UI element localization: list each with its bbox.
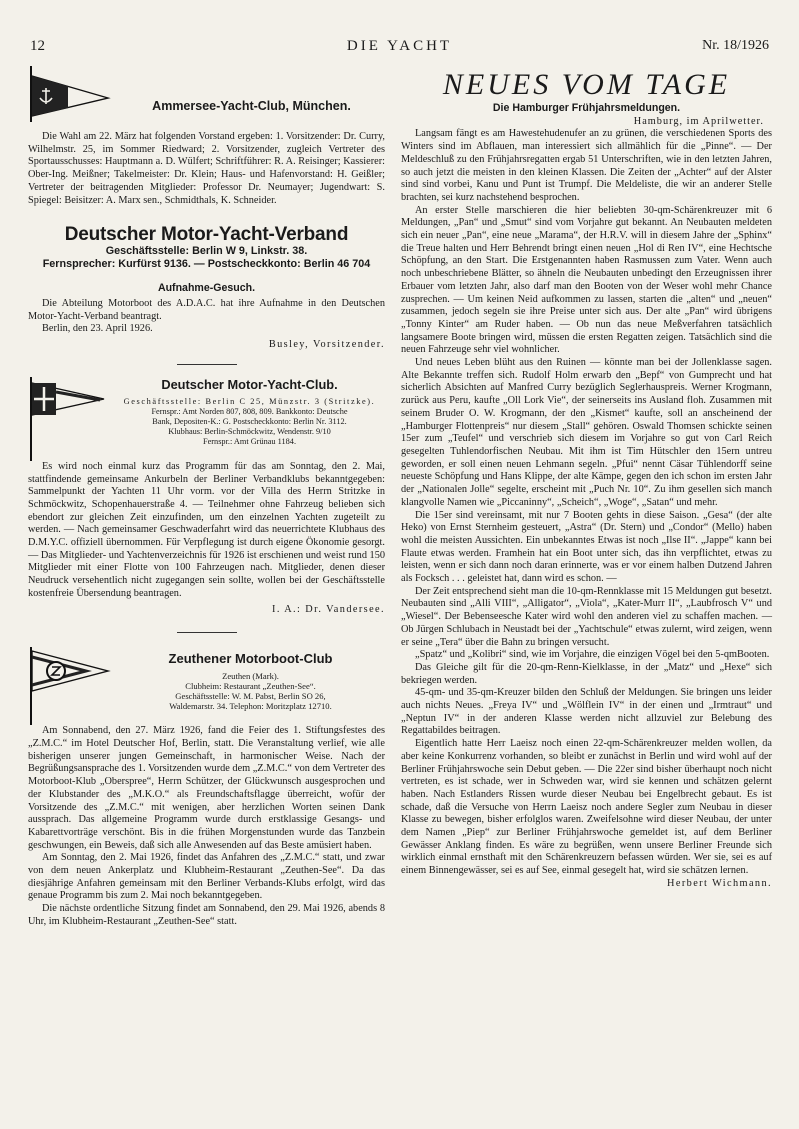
article-paragraph: Und neues Leben blüht aus den Ruinen — könnte man bei der Jollenklasse sagen. Alte Bekannte treffen sich. Rudolf Holm erwarb den „Bepf“ von Gumprecht und hat sicherlich Absichten auf Manfred Curry bezüglich Seglerhauspreis. Werner Krogmann, zurück aus Peru, kaufte „Oll Lork Vie“, der seinerseits ins Ausland floh. Zusammen mit seinem Bruder O. W. Krogmann, der den „Kismet“ kaufte, soll an anscheinend der „Hamburger Flottenpreis“ nur diesem „Stall“ gehören. Oswald Thomsen schickte seinen 15er zum „Teufel“ und verschrieb sich diesem im Vorjahre so gut von Carl Reich gesegelten Tuhlendorfischen Neubau. Mit ihm ist Tim Hütschler den 15ern untreu geworden, er soll einen neuen Lehmann segeln. „Pfui“ nennt Cäsar Tühlendorff seine neueste Schöpfung und Hans Klippe, der alte Kämpe, gegen den ich schon im ersten Jahr der „Nationalen Jolle“ segelte, erscheint mit „Puch Nr. 10“. Zu ihm gesellen sich manch klangvolle Namen wie „Piccaninny“, „Scheich“, „Woge“, „Satan“ und mehr. — [401, 357, 772, 508]
zeuthener-title: Zeuthener Motorboot-Club — [168, 651, 333, 667]
dmyc-info-line: Geschäftsstelle: Berlin C 25, Münzstr. 3 (Stritzke). — [123, 396, 376, 406]
ammersee-title: Ammersee-Yacht-Club, München. — [152, 99, 351, 113]
dmyc-title: Deutscher Motor-Yacht-Club. — [161, 376, 338, 392]
zeuthener-heading — [28, 647, 385, 725]
ammersee-text: Die Wahl am 22. März hat folgenden Vorstand ergeben: 1. Vorsitzender: Dr. Curry, Wilhelmstr. 25, im Sommer Riedward; 2. Vorsitzender, zugleich Vertreter des Sportausschusses: Hauptmann a. D. Wülfert; Schriftführer: R. A. Reisinger; Kassierer: Ober-Ing. Meißner; Takelmeister: Dr. Klein; Haus- und Hafenvorstand: H. Geißler; Vertreter der beitragenden Mitglieder: Professor Dr. Neumayer; Jugendwart: S. Spiegel: Beisitzer: A. Marx sen., Schmidthals, K. Schneider. — [28, 131, 385, 206]
article-paragraph: Langsam fängt es am Hawestehudenufer an zu grünen, die verschiedenen Sports des Winters sind im Abflauen, man interessiert sich allmählich für die „Pinne“. — Der Meldeschluß zu den Frühjahrsregatten ergab 51 Unterschriften, wie in den letzten Jahren, so auch jetzt die meisten in den kleinen Klassen. Die Zeiten der „Achter“ auf der Alster sind sind vorbei, Kanu und Punt ist Trumpf. Die Meldeliste, die wir an anderer Stelle brachten, sei kurz nachstehend besprochen. — [401, 128, 772, 203]
dmyv-signature: Busley, Vorsitzender. — [268, 339, 385, 351]
dmyv-title: Deutscher Motor-Yacht-Verband — [64, 224, 349, 246]
dmyc-signature: I. A.: Dr. Vandersee. — [272, 603, 385, 615]
page-header — [30, 38, 769, 60]
article-paragraph: Das Gleiche gilt für die 20-qm-Renn-Kielklasse, in der „Matz“ und „Hexe“ sich bekriegen werden. — [401, 661, 772, 686]
page-number: 12 — [30, 38, 45, 54]
article-dateline: Hamburg, im Aprilwetter. — [633, 115, 764, 127]
right-column — [401, 64, 772, 891]
left-column — [28, 64, 385, 929]
zeuthener-info-line: Geschäftsstelle: W. M. Pabst, Berlin SO 26, — [175, 691, 326, 702]
dmyc-info — [114, 397, 385, 447]
divider — [177, 632, 237, 633]
dmyc-heading — [28, 375, 385, 459]
zeuthener-paragraph: Am Sonntag, den 2. Mai 1926, findet das Anfahren des „Z.M.C.“ statt, und zwar von dem neuen Ankerplatz und Klubheim-Restaurant „Zeuthen-See“. Da das diesjährige Anfahren gemeinsam mit den Berliner Verbands-Klubs erfolgt, wird das genaue Programm bis zum 2. Mai noch bekanntgegeben. — [28, 852, 385, 902]
dmyc-text: Es wird noch einmal kurz das Programm für das am Sonntag, den 2. Mai, stattfindende gemeinsame Ankurbeln der Berliner Verbandklubs bekanntgegeben: Sammelpunkt der Yachten 11 Uhr vorm. vor der Villa des Herrn Stritzke in Schmöckwitz, Schopenhauerstraße 4. — Teilnehmer ohne Fahrzeug belieben sich ebendort zur gleichen Zeit einzufinden, um den einzelnen Yachten zugeteilt zu werden. — Nach gemeinsamer Geschwaderfahrt wird das neuerrichtete Klubhaus des D.M.Y.C. offiziell übernommen. Für Verpflegung ist durch eigene Ökonomie gesorgt. — Das Mitglieder- und Yachtenverzeichnis für 1926 ist erschienen und weist rund 150 Mitglieder mit einer Flotte von 100 Fahrzeugen nach. Mitglieder, denen dieser Neudruck versehentlich nicht zugegangen sein sollte, wollen bei der Geschäftsstelle kostenfreie Übersendung beantragen. — [28, 460, 385, 599]
divider — [177, 364, 237, 365]
ammersee-heading — [28, 64, 385, 118]
article-paragraph: Die 15er sind vereinsamt, mit nur 7 Booten gehts in diese Saison. „Gesa“ (der alte Heko) von Ernst Sternheim gesteuert, „Astra“ (Dr. Stern) und „Condor“ (Mello) haben wohl die meisten Aussichten. Ein unbekanntes Etwas ist noch „Ilse II“. „Jappe“ kann bei Flaute etwas werden. Framhein hat ein Boot unter sich, das ihn verpflichtet, etwas zu leisten, wenn er sich dann noch daran erinnerte, was er vor einem halben Dutzend Jahren als Focksch . . . geleistet hat, dann wird es schon. — — [401, 509, 772, 585]
zeuthener-info-line: Clubheim: Restaurant „Zeuthen-See“. — [185, 681, 316, 692]
dmyc-info-line: Klubhaus: Berlin-Schmöckwitz, Wendenstr. 9/10 — [168, 426, 331, 436]
magazine-title: DIE YACHT — [346, 38, 453, 54]
dmyv-phone: Fernsprecher: Kurfürst 9136. — Postscheckkonto: Berlin 46 704 — [42, 257, 371, 270]
dmyc-pennant-icon — [28, 377, 108, 461]
dmyv-date: Berlin, den 23. April 1926. — [42, 323, 153, 335]
article-paragraph: An erster Stelle marschieren die hier beliebten 30-qm-Schärenkreuzer mit 6 Meldungen, „Pan“ und „Smut“ sind vom Vorjahre gut bekannt. An Neubauten meldeten sich ein neuer „Pan“, eine neue „Marama“, der H.R.V. will in diesem Jahre der „Sphinx“ die Treue halten und Herr Behrendt bringt einen neuen „Hol di Ren IV“, eine Hechtsche Schöpfung, an den Start. Die Erstgenannten haben Rasmussen zum Vater. Wenn auch noch unbeschriebene Blätter, so ähneln die Neubauten unbedingt den Erzeugnissen ihrer Erbauer vom letzten Jahr, also darf man den Booten von der Weser wohl mehr Chance zusprechen. — Um keinen Neid aufkommen zu lassen, starten die „alten“ und „neuen“ zusammen, jedoch segeln sie ihre Preise unter sich aus. Der alte „Pan“ wird übrigens „Tonny Kinter“ am Ruder haben. — Ob nun das neue Meßverfahren tatsächlich langsamere Boote bringen wird, müssen die ersten Regatten zeigen. Tatsächlich sind die neuen Fahrzeuge sehr viel wohnlicher. — [401, 204, 772, 356]
zeuthener-paragraph: Am Sonnabend, den 27. März 1926, fand die Feier des 1. Stiftungsfestes des „Z.M.C.“ im Hotel Deutscher Hof, Berlin, statt. Die Veranstaltung verlief, wie alle bisherigen unserer jungen Gemeinschaft, in harmonischer Weise. Nach der Begrüßungsansprache des 1. Vorsitzenden wurde dem „Z.M.C.“ von dem Vertreter des Motorboot-Klub „Oberspree“, Herrn Schützer, der Glückwunsch ausgesprochen und der Klubstander des „M.K.O.“ als Freundschaftsflagge überreicht, wofür der Vorsitzende des „Z.M.C.“ mit wenigen, aber herzlichen Worten seinen Dank aussprach. Das allgemeine Programm wurde durch erstklassige Gesangs- und Kabarettvorträge verschönt. Bis in die frühen Morgenstunden wurde das Tanzbein geschwungen, ein Beweis, daß sich alle Anwesenden auf das Beste amüsiert haben. — [28, 725, 385, 851]
article-paragraph: Der Zeit entsprechend sieht man die 10-qm-Rennklasse mit 15 Meldungen gut besetzt. Neubauten sind „Alli VIII“, „Alligator“, „Viola“, „Kater-Murr II“, „Laubfrosch V“ und „Wiesel“. Der Bebenseesche Kater wird wohl den anderen viel zu schaffen machen. — Ob Jürgen Schlubach in Neustadt bei der „Yachtschule“ etwas zulernt, wird zeigen, wenn er seine „Tera“ über die Bahn zu bringen versucht. — [401, 585, 772, 648]
ammersee-pennant-icon — [28, 64, 112, 122]
zeuthener-info — [116, 671, 385, 711]
dmyv-subheading: Aufnahme-Gesuch. — [157, 282, 256, 295]
article-subtitle: Die Hamburger Frühjahrsmeldungen. — [492, 102, 681, 114]
dmyv-text: Die Abteilung Motorboot des A.D.A.C. hat ihre Aufnahme in den Deutschen Motor-Yacht-Verband beantragt. — [28, 298, 385, 322]
article-paragraph: Eigentlich hatte Herr Laeisz noch einen 22-qm-Schärenkreuzer melden wollen, da aber keine Konkurrenz vorhanden, so bleibt er zunächst in Berlin und wird wohl auf der Berliner Frühjahrswoche sein Debut geben. — Die 22er sind bisher überhaupt noch nicht vertreten, es ist schade, wer in Schweden war, wird sie kennen und schätzen gelernt haben. Nach Estlanders Rissen wurde dieser Neubau bei Engelbrecht gebaut. Es ist schade, daß die Versuche von Herrn Laeisz noch andere Segler zum Neubau in dieser Klasse zu bewegen, bisher erfolglos waren. Zweifelsohne wird dieser Neubau, der unter dem Namen „Piep“ zur Berliner Frühjahrswoche gemeldet ist, auf dem Berliner Gewässer Anklang finden. Es wäre zu begrüßen, wenn unsere Berliner Freunde sich wirklich einmal ernsthaft mit den Schärenkreuzern befassen würden. Wer sie, sei es auf einem Binnengewässer, sei es auf See, einmal gesegelt hat, wird sie schätzen lernen. — [401, 738, 772, 877]
dmyc-info-line: Fernspr.: Amt Norden 807, 808, 809. Bankkonto: Deutsche — [151, 406, 348, 416]
issue-number: Nr. 18/1926 — [702, 38, 769, 53]
zeuthener-paragraph: Die nächste ordentliche Sitzung findet am Sonnabend, den 29. Mai 1926, abends 8 Uhr, im Klubheim-Restaurant „Zeuthen-See“ statt. — [28, 903, 385, 927]
zeuthener-pennant-icon — [28, 647, 112, 725]
article-paragraph: „Spatz“ und „Kolibri“ sind, wie im Vorjahre, die einzigen Vögel bei den 5-qmBooten. — [415, 649, 770, 661]
article-author: Herbert Wichmann. — [667, 877, 772, 889]
dmyv-address: Geschäftsstelle: Berlin W 9, Linkstr. 38. — [105, 244, 308, 257]
section-title: NEUES VOM TAGE — [442, 68, 731, 101]
dmyc-info-line: Bank, Depositen-K.: G. Postscheckkonto: Berlin Nr. 3112. — [152, 416, 347, 426]
dmyc-info-line: Fernspr.: Amt Grünau 1184. — [202, 436, 297, 446]
zeuthener-info-line: Waldemarstr. 34. Telephon: Moritzplatz 12710. — [169, 701, 332, 712]
article-paragraph: 45-qm- und 35-qm-Kreuzer bilden den Schluß der Meldungen. Sie bringen uns leider auch nichts Neues. „Freya IV“ und „Wölflein IV“ in der einen und „Irmtraut“ und „Neptun IV“ in der anderen Klasse werden nicht allzuviel zur Belebung des Regattabildes beitragen. — [401, 687, 772, 737]
zeuthener-info-line: Zeuthen (Mark). — [222, 671, 279, 682]
